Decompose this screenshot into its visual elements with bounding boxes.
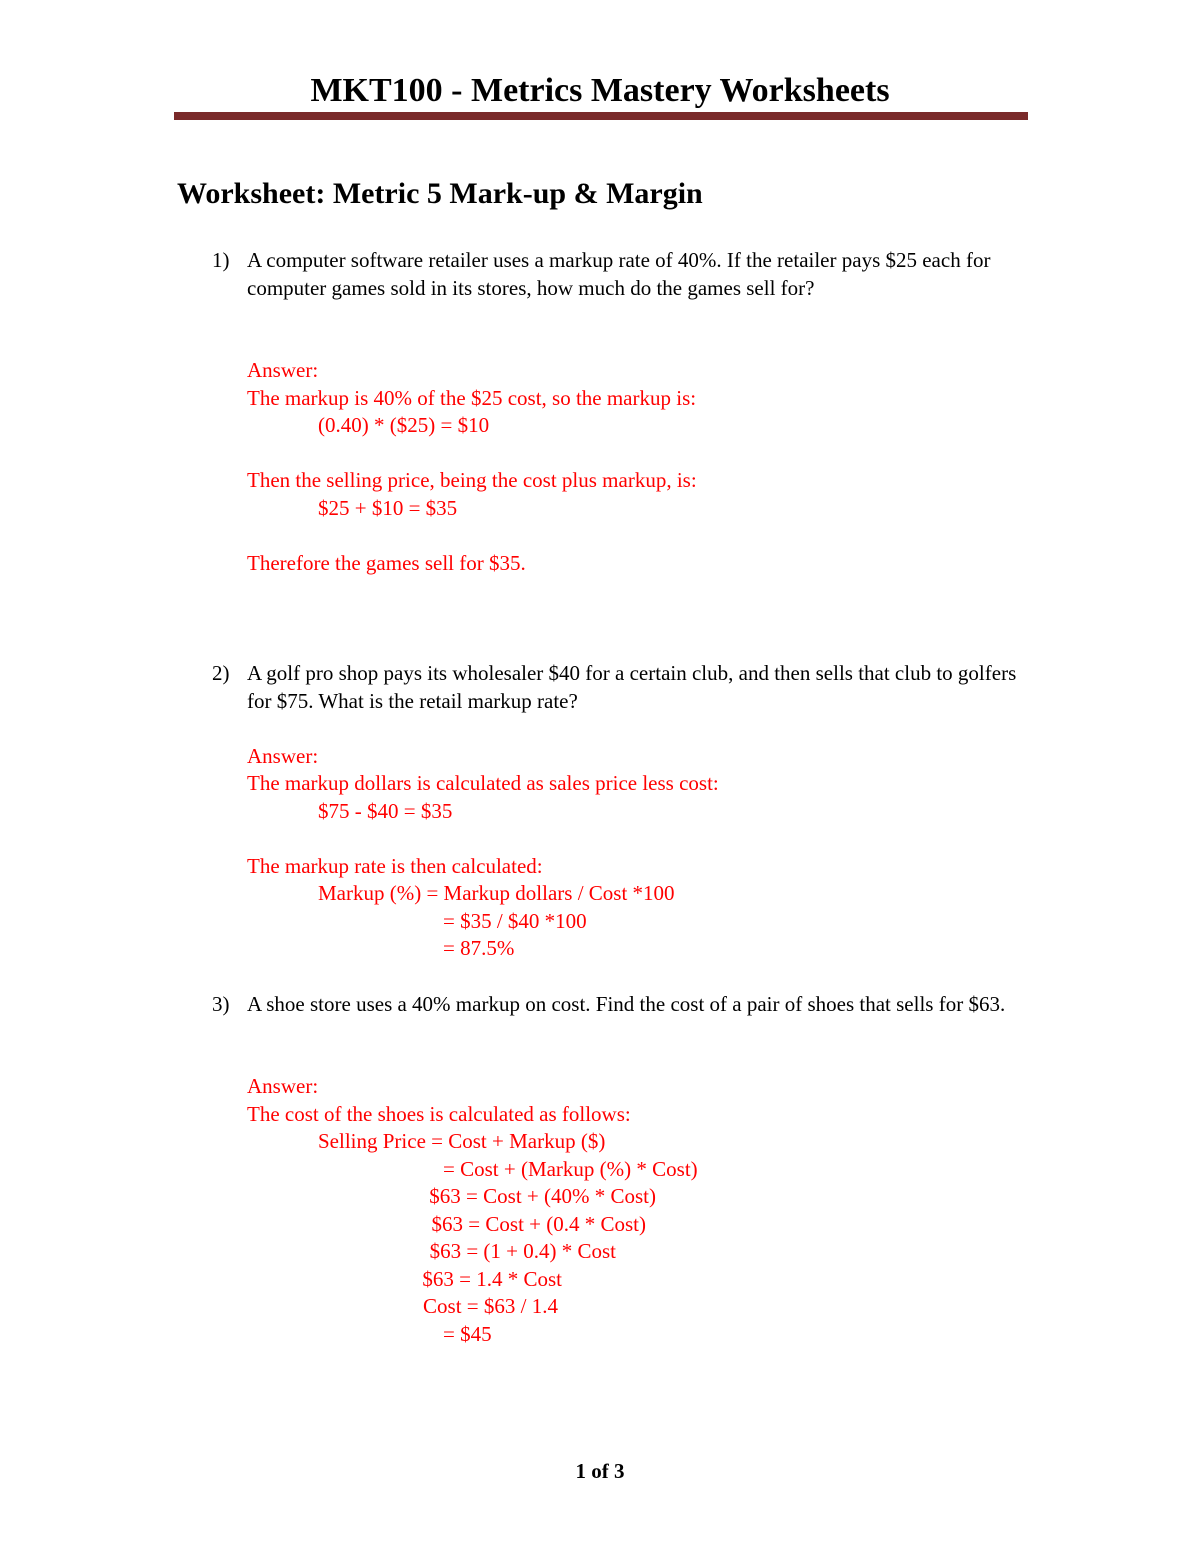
answer-line: Then the selling price, being the cost plus markup, is:	[247, 468, 697, 492]
answer-line: $63 = 1.4 * Cost	[422, 1267, 562, 1291]
answer-line: $63 = (1 + 0.4) * Cost	[429, 1239, 616, 1263]
answer-line: The markup is 40% of the $25 cost, so the markup is:	[247, 386, 697, 410]
answer-line: The cost of the shoes is calculated as follows:	[247, 1102, 631, 1126]
question-text: A shoe store uses a 40% markup on cost. Find the cost of a pair of shoes that sells for $63.	[247, 992, 1006, 1016]
answer-label: Answer:	[247, 1074, 319, 1098]
question-number: 3)	[212, 992, 230, 1016]
answer-line: = $35 / $40 *100	[443, 909, 587, 933]
answer-line: Cost = $63 / 1.4	[423, 1294, 558, 1318]
title-rule	[174, 112, 1028, 120]
answer-line: $75 - $40 = $35	[318, 799, 453, 823]
page-number: 1 of 3	[575, 1459, 625, 1483]
answer-line: (0.40) * ($25) = $10	[318, 413, 490, 437]
answer-label: Answer:	[247, 744, 319, 768]
answer-line: $63 = Cost + (0.4 * Cost)	[431, 1212, 646, 1236]
answer-line: = $45	[443, 1322, 492, 1346]
worksheet-title: Worksheet: Metric 5 Mark-up & Margin	[177, 177, 703, 210]
answer-line: = Cost + (Markup (%) * Cost)	[443, 1157, 698, 1181]
answer-line: The markup dollars is calculated as sales price less cost:	[247, 771, 719, 795]
answer-line: $25 + $10 = $35	[318, 496, 458, 520]
document-title: MKT100 - Metrics Mastery Worksheets	[310, 72, 890, 109]
question-text: A computer software retailer uses a markup rate of 40%. If the retailer pays $25 each for computer games sold in its stores, how much do the games sell for?	[247, 248, 991, 300]
answer-line: Selling Price = Cost + Markup ($)	[318, 1129, 606, 1153]
answer-line: The markup rate is then calculated:	[247, 854, 543, 878]
answer-line: = 87.5%	[443, 936, 515, 960]
answer-line: Therefore the games sell for $35.	[247, 551, 526, 575]
answer-line: $63 = Cost + (40% * Cost)	[429, 1184, 656, 1208]
question-number: 1)	[212, 248, 230, 272]
answer-label: Answer:	[247, 358, 319, 382]
question-number: 2)	[212, 661, 230, 685]
answer-line: Markup (%) = Markup dollars / Cost *100	[318, 881, 675, 905]
question-text: A golf pro shop pays its wholesaler $40 for a certain club, and then sells that club to golfers for $75. What is the retail markup rate?	[247, 661, 1017, 713]
